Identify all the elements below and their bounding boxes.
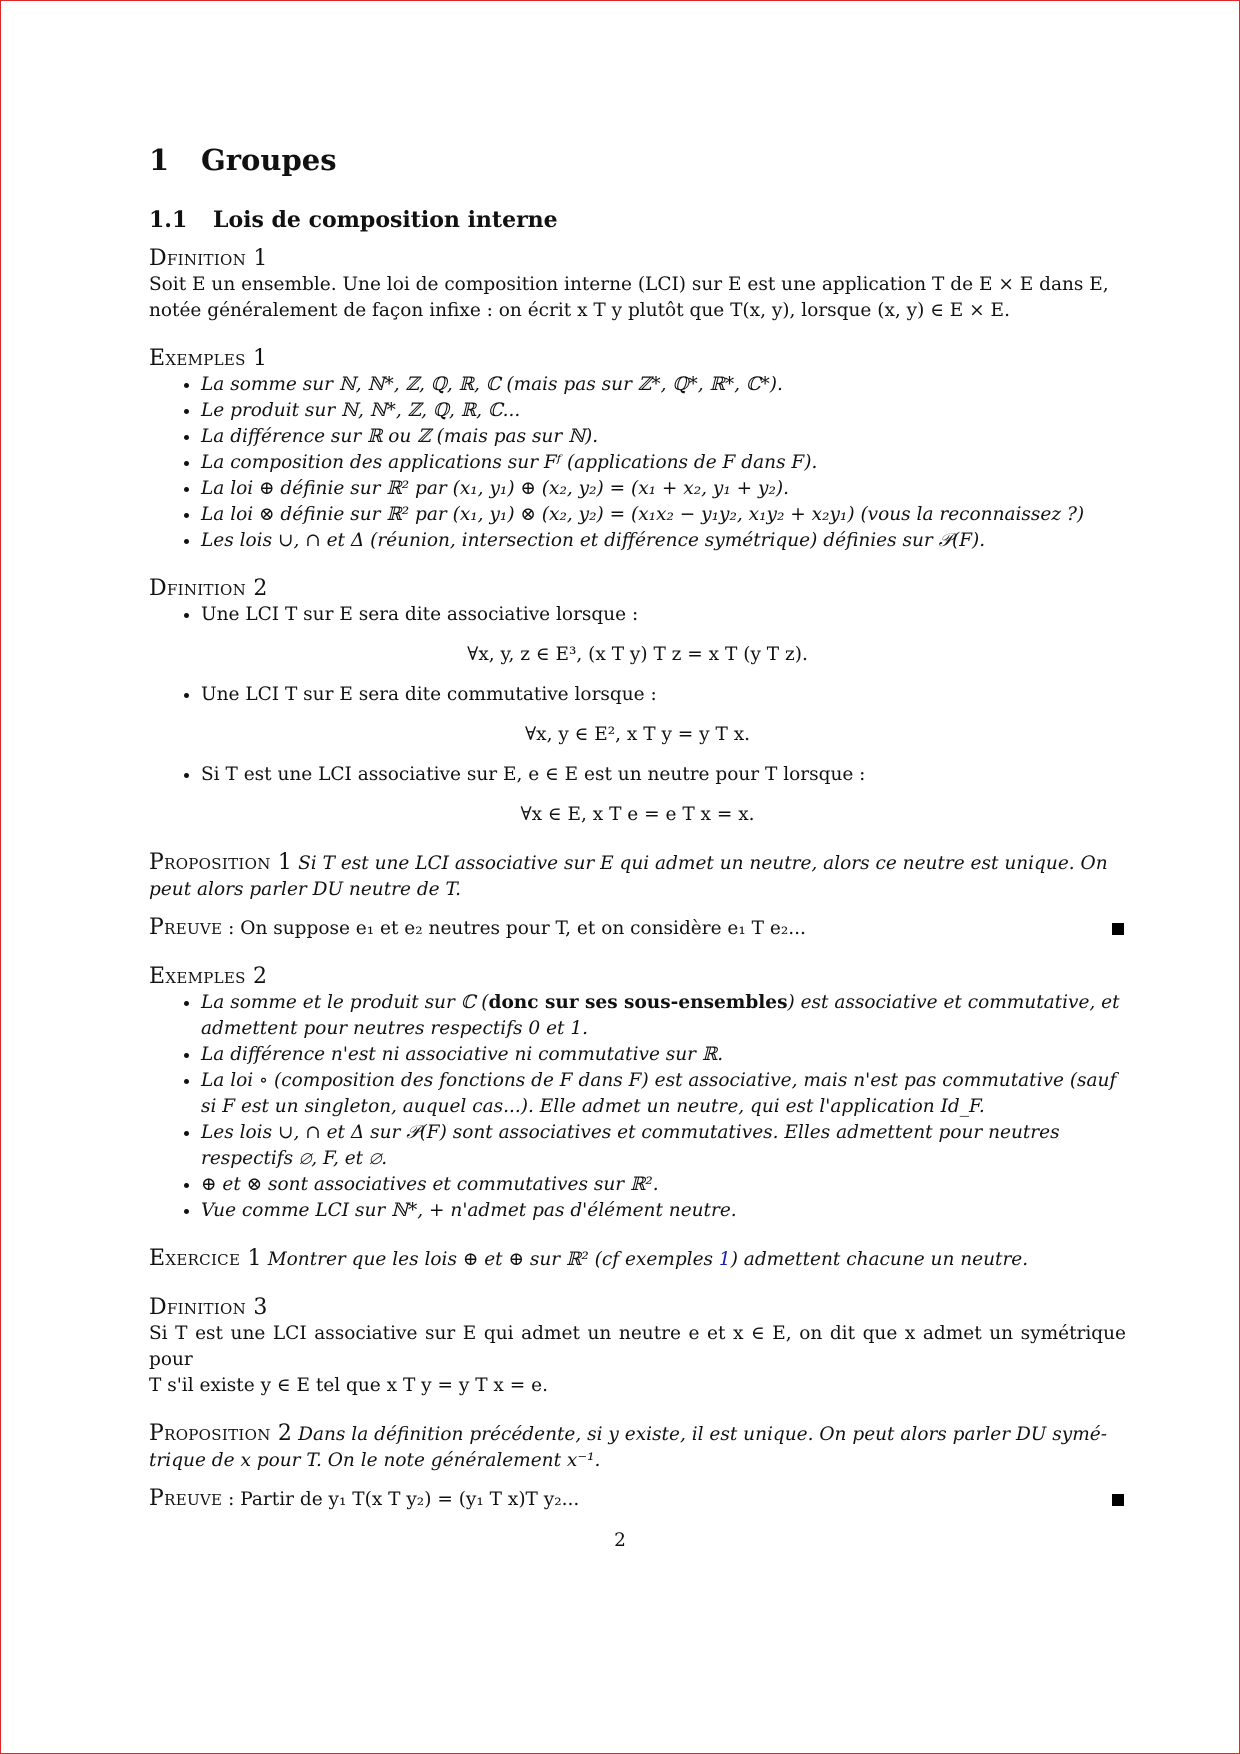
list-item xyxy=(201,602,1126,668)
examples-reference-link[interactable]: 1 xyxy=(718,1249,731,1270)
definition-1-line-1: Soit E un ensemble. Une loi de composition interne (LCI) sur E est une application T de E × E dans E, xyxy=(149,274,1109,295)
definition-2 xyxy=(149,576,1126,828)
proposition-1-heading: Proposition 1 xyxy=(149,850,293,875)
qed-square-icon xyxy=(1112,923,1124,935)
neutral-text: Si T est une LCI associative sur E, e ∈ E est un neutre pour T lorsque : xyxy=(201,764,866,785)
list-item: • La différence n'est ni associative ni commutative sur ℝ. xyxy=(201,1042,1126,1068)
proof-2-line xyxy=(149,1486,1126,1513)
examples-2 xyxy=(149,964,1126,1224)
item-text: La somme et le produit sur ℂ ( xyxy=(201,992,489,1013)
proof-1-content xyxy=(149,915,806,942)
proof-2-content xyxy=(149,1486,579,1513)
list-item: • Les lois ∪, ∩ et Δ sur 𝒫(F) sont associatives et commutatives. Elles admettent pour neutres respectifs ∅, F, et ∅. xyxy=(201,1120,1126,1172)
proposition-1-line-1 xyxy=(149,850,1126,877)
proof-1-line xyxy=(149,915,1126,942)
qed-square-icon xyxy=(1112,1494,1124,1506)
list-item: • ⊕ et ⊗ sont associatives et commutatives sur ℝ². xyxy=(201,1172,1126,1198)
associative-text: Une LCI T sur E sera dite associative lorsque : xyxy=(201,604,639,625)
list-item: • La somme sur ℕ, ℕ*, ℤ, ℚ, ℝ, ℂ (mais pas sur ℤ*, ℚ*, ℝ*, ℂ*). xyxy=(201,372,1126,398)
subsection-number: 1.1 xyxy=(149,207,188,233)
list-item: • Les lois ∪, ∩ et Δ (réunion, intersection et différence symétrique) définies sur 𝒫(F). xyxy=(201,528,1126,554)
list-item: • La loi ⊕ définie sur ℝ² par (x₁, y₁) ⊕ (x₂, y₂) = (x₁ + x₂, y₁ + y₂). xyxy=(201,476,1126,502)
list-item: • La loi ∘ (composition des fonctions de F dans F) est associative, mais n'est pas commutative (sauf si F est un singleton, auquel cas...). Elle admet un neutre, qui est l'application Id_F. xyxy=(201,1068,1126,1120)
definition-3 xyxy=(149,1295,1126,1399)
examples-1-heading: Exemples 1 xyxy=(149,346,268,371)
list-item xyxy=(201,990,1126,1042)
proof-1-text: : On suppose e₁ et e₂ neutres pour T, et on considère e₁ T e₂... xyxy=(228,918,806,939)
section-heading xyxy=(149,138,1126,182)
neutral-formula: ∀x ∈ E, x T e = e T x = x. xyxy=(520,804,755,825)
proof-2-heading: Preuve xyxy=(149,1486,223,1511)
examples-1-list xyxy=(149,372,1126,554)
proof-1 xyxy=(149,915,1126,942)
definition-3-line-2: T s'il existe y ∈ E tel que x T y = y T x = e. xyxy=(149,1375,548,1396)
list-item: • Le produit sur ℕ, ℕ*, ℤ, ℚ, ℝ, ℂ... xyxy=(201,398,1126,424)
subsection-heading xyxy=(149,204,1126,236)
associativity-formula: ∀x, y, z ∈ E³, (x T y) T z = x T (y T z). xyxy=(467,644,808,665)
list-item: • La différence sur ℝ ou ℤ (mais pas sur ℕ). xyxy=(201,424,1126,450)
section-number: 1 xyxy=(149,143,170,177)
definition-3-line-1: Si T est une LCI associative sur E qui admet un neutre e et x ∈ E, on dit que x admet un symétrique pour xyxy=(149,1323,1126,1370)
definition-1-line-2: notée généralement de façon infixe : on écrit x T y plutôt que T(x, y), lorsque (x, y) ∈ E × E. xyxy=(149,300,1010,321)
proposition-1-line-2: peut alors parler DU neutre de T. xyxy=(149,879,461,900)
exercise-1 xyxy=(149,1246,1126,1273)
proof-1-heading: Preuve xyxy=(149,915,223,940)
proof-2 xyxy=(149,1486,1126,1513)
list-item: • La composition des applications sur Fᶠ (applications de F dans F). xyxy=(201,450,1126,476)
page-number: 2 xyxy=(614,1530,626,1551)
proposition-2-line-1 xyxy=(149,1421,1126,1448)
list-item: • Vue comme LCI sur ℕ*, + n'admet pas d'élément neutre. xyxy=(201,1198,1126,1224)
exercise-1-text-after: ) admettent chacune un neutre. xyxy=(730,1249,1029,1270)
list-item: • La loi ⊗ définie sur ℝ² par (x₁, y₁) ⊗ (x₂, y₂) = (x₁x₂ − y₁y₂, x₁y₂ + x₂y₁) (vous la reconnaissez ?) xyxy=(201,502,1126,528)
exercise-1-text-before: Montrer que les lois ⊕ et ⊕ sur ℝ² (cf exemples xyxy=(267,1249,719,1270)
commutative-text: Une LCI T sur E sera dite commutative lorsque : xyxy=(201,684,657,705)
item-text: ) est associative et commutative, et admettent pour neutres respectifs 0 et 1. xyxy=(201,992,1120,1039)
proposition-1 xyxy=(149,850,1126,903)
examples-2-heading: Exemples 2 xyxy=(149,964,268,989)
definition-3-heading: Dfinition 3 xyxy=(149,1295,268,1320)
commutativity-formula: ∀x, y ∈ E², x T y = y T x. xyxy=(524,724,751,745)
section-title: Groupes xyxy=(201,143,337,177)
proposition-2-heading: Proposition 2 xyxy=(149,1421,293,1446)
proof-2-text: : Partir de y₁ T(x T y₂) = (y₁ T x)T y₂... xyxy=(228,1489,580,1510)
document-body xyxy=(149,138,1126,1513)
exercise-1-line xyxy=(149,1246,1126,1273)
examples-1 xyxy=(149,346,1126,554)
subsection-title: Lois de composition interne xyxy=(213,207,558,233)
list-item xyxy=(201,682,1126,748)
definition-2-list xyxy=(149,602,1126,828)
list-item xyxy=(201,762,1126,828)
proposition-2-text-1: Dans la définition précédente, si y existe, il est unique. On peut alors parler DU symé- xyxy=(298,1424,1107,1445)
definition-1-heading: Dfinition 1 xyxy=(149,246,268,271)
proposition-2-line-2: trique de x pour T. On le note généralement x⁻¹. xyxy=(149,1450,601,1471)
exercise-1-heading: Exercice 1 xyxy=(149,1246,262,1271)
proposition-1-text-1: Si T est une LCI associative sur E qui admet un neutre, alors ce neutre est unique. On xyxy=(298,853,1108,874)
definition-1 xyxy=(149,246,1126,324)
proposition-2 xyxy=(149,1421,1126,1474)
item-bold-text: donc sur ses sous-ensembles xyxy=(488,992,788,1013)
examples-2-list xyxy=(149,990,1126,1224)
definition-2-heading: Dfinition 2 xyxy=(149,576,268,601)
